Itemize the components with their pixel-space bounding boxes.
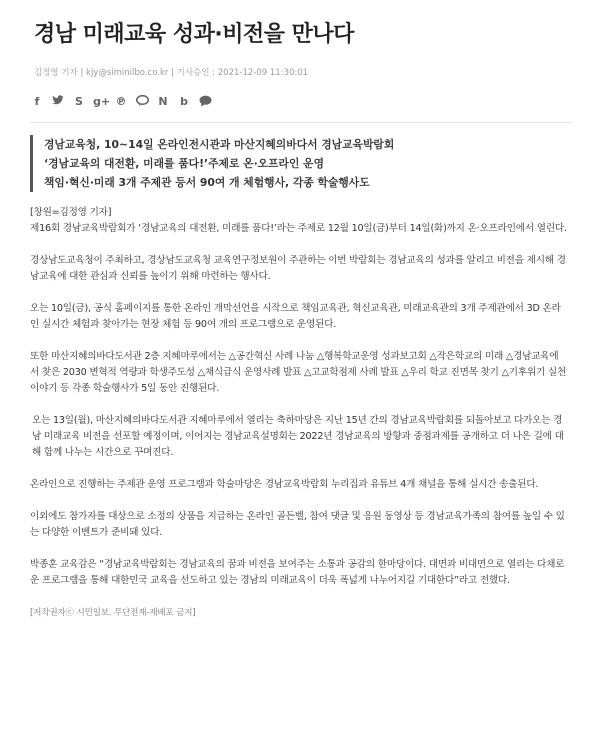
paragraph: 또한 마산지혜의바다도서관 2층 지혜마루에서는 △공간혁신 사례 나눔 △행복학교운영 성과보고회 △작은학교의 미래 △경남교육에서 찾은 2030 변혁적 역량과 학생주도성 △채식급식 운영사례 발표 △고교학점제 사례 발표 △우리 학교 진면목 찾기 △기후위기 실천 이야기 등 각종 학술행사가 5일 동안 진행된다. [30, 351, 567, 394]
pinterest-icon[interactable]: ℗ [115, 95, 127, 108]
copyright-notice: [저작권자ⓒ 시민일보. 무단전재-재배포 금지] [30, 608, 196, 618]
subtitle-line: 경남교육청, 10~14일 온라인전시관과 마산지혜의바다서 경남교육박람회 [44, 138, 395, 151]
twitter-icon[interactable] [51, 95, 65, 109]
subtitle-line: 책임·혁신·미래 3개 주제관 등서 90여 개 체험행사, 각종 학술행사도 [44, 176, 370, 189]
kakaotalk-icon[interactable] [135, 95, 149, 109]
paragraph: 박종훈 교육감은 “경남교육박람회는 경남교육의 꿈과 비전을 보여주는 소통과 공감의 한마당이다. 대면과 비대면으로 열리는 다채로운 프로그램을 통해 대한민국 교육을 선도하고 있는 경남의 미래교육이 더욱 폭넓게 나누어지길 기대한다”라고 전했다. [30, 559, 565, 586]
article-body [30, 205, 567, 637]
article-subtitle [30, 135, 564, 192]
kakaostory-icon[interactable]: S [75, 95, 83, 108]
paragraph: 이외에도 참가자를 대상으로 소정의 상품을 지급하는 온라인 골든벨, 참여 댓글 및 응원 동영상 등 경남교육가족의 참여를 높일 수 있는 다양한 이벤트가 준비돼 있다. [30, 511, 565, 538]
google-plus-icon[interactable]: g+ [93, 95, 111, 108]
facebook-icon[interactable]: f [34, 95, 40, 108]
naver-icon[interactable]: N [158, 95, 168, 108]
paragraph: 온라인으로 진행하는 주제관 운영 프로그램과 학술마당은 경남교육박람회 누리집과 유튜브 4개 채널을 통해 실시간 송출된다. [30, 479, 539, 490]
subtitle-line: ‘경남교육의 대전환, 미래를 품다!’주제로 온·오프라인 운영 [44, 157, 325, 170]
paragraph: 제16회 경남교육박람회가 ‘경남교육의 대전환, 미래를 품다!’라는 주제로 12월 10일(금)부터 14일(화)까지 온·오프라인에서 열린다. [30, 223, 567, 234]
article-title: 경남 미래교육 성과·비전을 만나다 [34, 22, 354, 47]
paragraph: 경상남도교육청이 주최하고, 경상남도교육청 교육연구정보원이 주관하는 이번 박람회는 경남교육의 성과를 알리고 비전을 제시해 경남교육에 대한 관심과 신뢰를 높이기 위해 마련하는 행사다. [30, 255, 566, 282]
paragraph: 오는 13일(월), 마산지혜의바다도서관 지혜마루에서 열리는 축하마당은 지난 15년 간의 경남교육박람회를 되돌아보고 다가오는 경남 미래교육 비전을 선포할 예정이며, 이어지는 경남교육설명회는 2022년 경남교육의 방향과 중점과제를 공개하고 더 나은 길에 대해 함께 나누는 시간으로 꾸며진다. [32, 415, 564, 458]
byline: [창원=김정영 기자] [30, 207, 112, 218]
comment-icon[interactable] [198, 95, 212, 109]
article-meta: 김정영 기자 | kjy@siminilbo.co.kr | 기사승인 : 2021-12-09 11:30:01 [34, 68, 309, 78]
header-divider [30, 122, 572, 123]
band-icon[interactable]: b [180, 95, 188, 108]
share-bar [30, 95, 212, 109]
paragraph: 오는 10일(금), 공식 홈페이지를 통한 온라인 개막선언을 시작으로 책임교육관, 혁신교육관, 미래교육관의 3개 주제관에서 3D 온라인 실시간 체험과 찾아가는 현장 체험 등 90여 개의 프로그램으로 운영된다. [30, 303, 561, 330]
